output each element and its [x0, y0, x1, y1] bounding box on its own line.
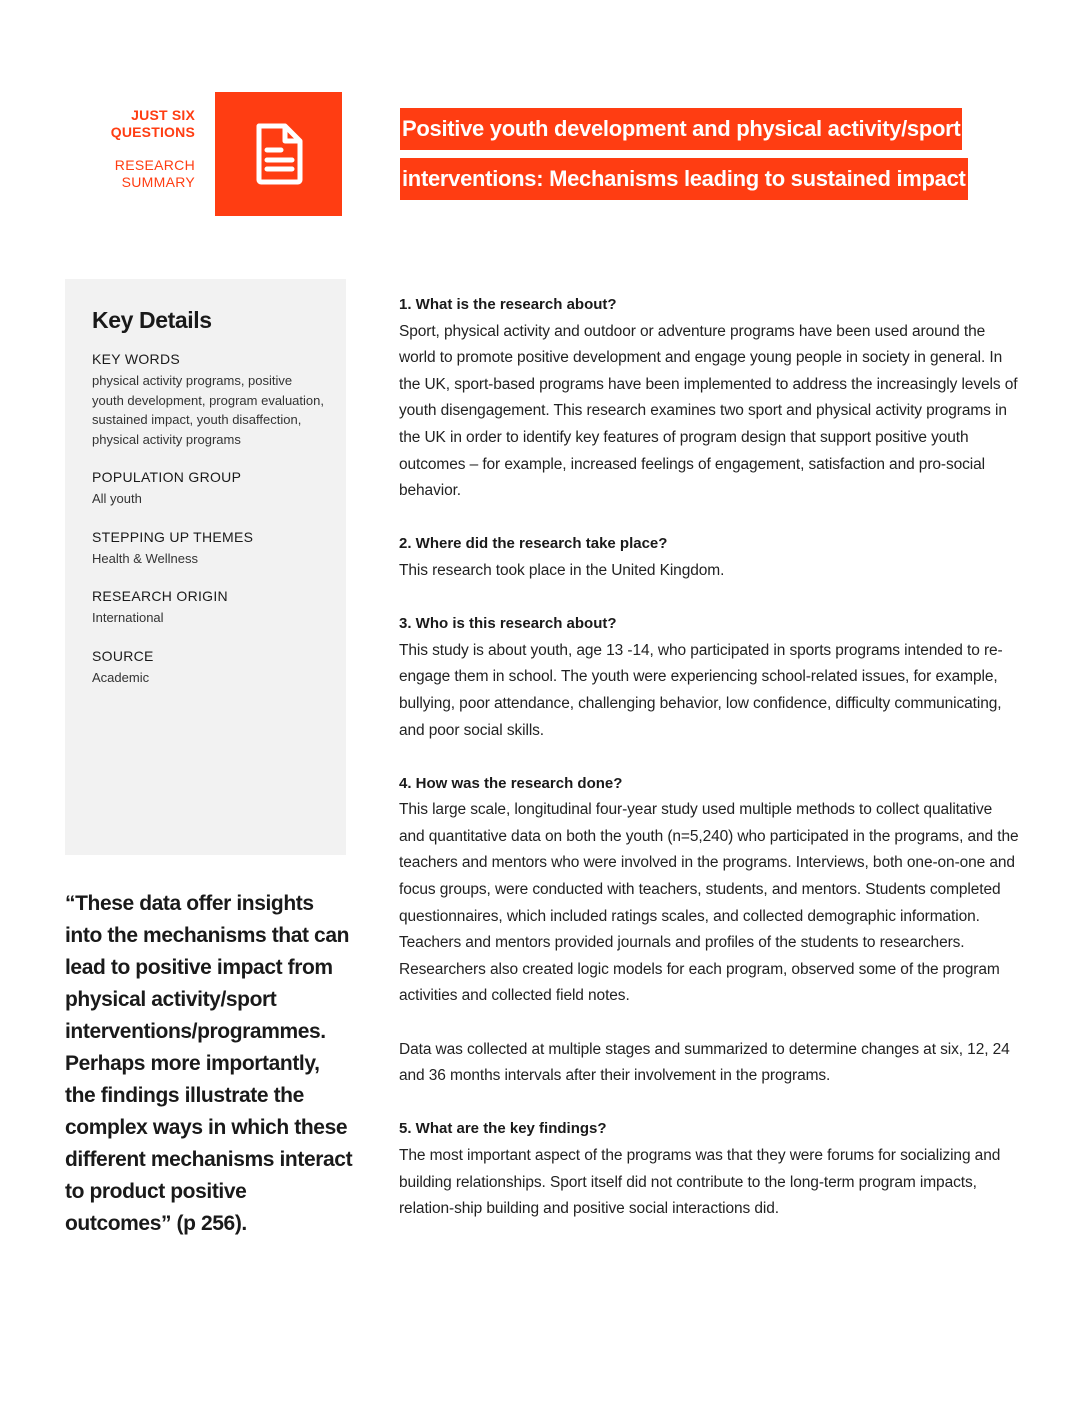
key-details-item [92, 648, 346, 688]
question-4-answer-2: Data was collected at multiple stages and summarized to determine changes at six, 12, 24 and 36 months intervals after their involvement in the programs. [399, 1040, 1010, 1085]
source-label: SOURCE [92, 647, 154, 664]
document-icon [255, 123, 303, 185]
key-details-panel [65, 279, 346, 855]
brand-line-2: QUESTIONS [110, 124, 195, 140]
pull-quote: “These data offer insights into the mechanisms that can lead to positive impact from physical activity/sport interventions/programmes. Perhaps more importantly, the findings illustrate the complex ways in which these different mechanisms interact to product positive outcomes” (p 256). [65, 892, 353, 1235]
question-3-heading: 3. Who is this research about? [399, 615, 617, 633]
question-5-answer: The most important aspect of the programs was that they were forums for socializing and building relationships. Sport itself did not contribute to the long-term program impacts, relation-ship building and positive social interactions did. [399, 1147, 1001, 1218]
question-1-heading: 1. What is the research about? [399, 296, 617, 313]
brand-sub-1: RESEARCH [114, 157, 195, 173]
page-title [400, 108, 966, 208]
question-4-answer-1: This large scale, longitudinal four-year study used multiple methods to collect qualitative and quantitative data on both the youth (n=5,240) who participated in the programs, and the teachers and mentors who were involved in the programs. Interviews, both one-on-one and focus groups, were conducted with teachers, students, and mentors. Students completed questionnaires, which included ratings scales, and collected demographic information. Teachers and mentors provided journals and profiles of the students to researchers. Researchers also created logic models for each program, observed some of the program activities and collected field notes. [399, 801, 1019, 1005]
brand-line-1: JUST SIX [131, 107, 195, 123]
title-line-2: interventions: Mechanisms leading to sustained impact [400, 158, 968, 200]
population-group-label: POPULATION GROUP [92, 469, 242, 485]
research-origin-value: International [92, 610, 164, 625]
key-details-heading: Key Details [92, 307, 212, 333]
questions-section [399, 292, 1019, 1249]
population-group-value: All youth [92, 491, 142, 506]
question-3-answer: This study is about youth, age 13 -14, who participated in sports programs intended to re-engage them in school. The youth were experiencing school-related issues, for example, bullying, poor attendance, challenging behavior, low confidence, difficulty communicating, and poor social skills. [399, 641, 1003, 739]
source-value: Academic [92, 669, 150, 685]
brand-title [111, 107, 195, 141]
brand-sub-2: SUMMARY [121, 174, 195, 190]
question-4-heading: 4. How was the research done? [399, 774, 623, 792]
key-words-label: KEY WORDS [92, 351, 181, 367]
key-details-item [92, 588, 346, 628]
question-1-answer: Sport, physical activity and outdoor or adventure programs have been used around the world to promote positive development and engage young people in society in general. In the UK, sport-based programs have been implemented to address the increasingly levels of youth disengagement. This research examines two sport and physical activity programs in the UK in order to identify key features of program design that support positive youth outcomes – for example, increased feelings of engagement, satisfaction and pro-social behavior. [399, 322, 1018, 500]
key-details-item [92, 529, 346, 569]
key-details-item [92, 351, 346, 449]
question-2-answer: This research took place in the United Kingdom. [399, 561, 725, 579]
brand-subtitle [115, 157, 195, 191]
question-5-heading: 5. What are the key findings? [399, 1120, 607, 1138]
key-details-item [92, 469, 346, 509]
question-2-heading: 2. Where did the research take place? [399, 535, 668, 553]
document-icon-box [215, 92, 342, 216]
themes-value: Health & Wellness [92, 550, 198, 566]
research-origin-label: RESEARCH ORIGIN [92, 588, 228, 604]
key-words-value: physical activity programs, positive youth development, program evaluation, sustained impact, youth disaffection, physical activity programs [92, 373, 324, 447]
title-line-1: Positive youth development and physical activity/sport [400, 108, 962, 150]
themes-label: STEPPING UP THEMES [92, 528, 254, 545]
